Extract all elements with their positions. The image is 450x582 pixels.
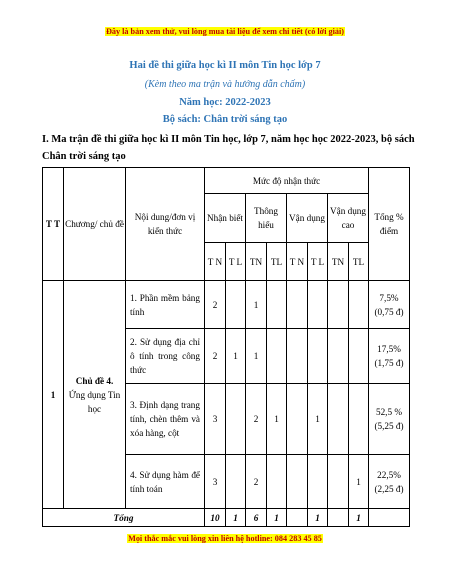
- school-year: Năm học: 2022-2023: [179, 97, 271, 108]
- value-cell: [328, 281, 349, 329]
- chapter-name: Ứng dụng Tin học: [68, 389, 121, 414]
- total-value: 1: [267, 509, 287, 527]
- header-tt: T T: [43, 168, 64, 281]
- total-label: Tổng: [43, 509, 205, 527]
- content-cell: 1. Phần mềm bảng tính: [126, 281, 205, 329]
- total-cell: 22,5% (2,25 đ): [369, 455, 410, 509]
- total-cell: 7,5% (0,75 đ): [369, 281, 410, 329]
- value-cell: [349, 329, 369, 384]
- total-value: [287, 509, 308, 527]
- hotline-text: Mọi thắc mắc vui lòng xin liên hệ hotline: 084 283 45 85: [128, 534, 322, 543]
- subheader-cell: T L: [226, 243, 246, 281]
- value-cell: [308, 329, 328, 384]
- total-value: 6: [246, 509, 267, 527]
- value-cell: 2: [205, 281, 226, 329]
- value-cell: [287, 455, 308, 509]
- total-value: [328, 509, 349, 527]
- value-cell: 1: [349, 455, 369, 509]
- header-cognitive-level: Mức độ nhận thức: [205, 168, 369, 194]
- total-value: 1: [308, 509, 328, 527]
- value-cell: 3: [205, 384, 226, 455]
- value-cell: 2: [246, 384, 267, 455]
- header-content: Nội dung/đơn vị kiến thức: [126, 168, 205, 281]
- subheader-cell: TN: [328, 243, 349, 281]
- value-cell: [226, 281, 246, 329]
- subheader-cell: TN: [246, 243, 267, 281]
- value-cell: [267, 329, 287, 384]
- content-cell: 4. Sử dụng hàm để tính toán: [126, 455, 205, 509]
- value-cell: 1: [267, 384, 287, 455]
- header-chapter: Chương/ chủ đề: [64, 168, 126, 281]
- value-cell: 1: [246, 329, 267, 384]
- row-tt: 1: [43, 281, 64, 509]
- value-cell: 2: [205, 329, 226, 384]
- textbook-series: Bộ sách: Chân trời sáng tạo: [162, 114, 288, 125]
- table-row: [43, 281, 410, 329]
- chapter-title: Chủ đề 4.: [75, 375, 114, 386]
- value-cell: [226, 455, 246, 509]
- value-cell: 1: [246, 281, 267, 329]
- subheader-cell: TL: [349, 243, 369, 281]
- value-cell: 1: [226, 329, 246, 384]
- header-level-recognize: Nhận biết: [205, 194, 246, 243]
- value-cell: [308, 281, 328, 329]
- value-cell: [328, 455, 349, 509]
- subheader-cell: T L: [308, 243, 328, 281]
- preview-notice-banner: [0, 27, 450, 36]
- subheader-cell: T N: [205, 243, 226, 281]
- document-title: Hai đề thi giữa học kì II môn Tin học lớp 7: [129, 60, 321, 71]
- value-cell: [349, 281, 369, 329]
- exam-matrix-table: [42, 167, 410, 527]
- subheader-cell: TL: [267, 243, 287, 281]
- total-value: 1: [349, 509, 369, 527]
- totals-row: [43, 509, 410, 527]
- value-cell: 2: [246, 455, 267, 509]
- chapter-cell: [64, 281, 126, 509]
- total-cell: 52,5 % (5,25 đ): [369, 384, 410, 455]
- value-cell: [267, 281, 287, 329]
- preview-notice-text: Đây là bản xem thử, vui lòng mua tài liệu để xem chi tiết (có lời giải): [105, 27, 344, 36]
- header-level-apply: Vận dụng: [287, 194, 328, 243]
- total-value: [369, 509, 410, 527]
- content-cell: 2. Sử dụng địa chỉ ô tính trong công thức: [126, 329, 205, 384]
- subheader-cell: T N: [287, 243, 308, 281]
- total-cell: 17,5% (1,75 đ): [369, 329, 410, 384]
- header-level-understand: Thông hiểu: [246, 194, 287, 243]
- value-cell: [267, 455, 287, 509]
- value-cell: [287, 384, 308, 455]
- content-cell: 3. Định dạng trang tính, chèn thêm và xóa hàng, cột: [126, 384, 205, 455]
- value-cell: [349, 384, 369, 455]
- value-cell: [328, 384, 349, 455]
- value-cell: [287, 329, 308, 384]
- value-cell: [308, 455, 328, 509]
- value-cell: 3: [205, 455, 226, 509]
- total-value: 10: [205, 509, 226, 527]
- header-level-advanced: Vận dụng cao: [328, 194, 369, 243]
- value-cell: [226, 384, 246, 455]
- document-subtitle: (Kèm theo ma trận và hướng dẫn chấm): [144, 79, 306, 90]
- header-total: Tổng % điểm: [369, 168, 410, 281]
- section-heading: I. Ma trận đề thi giữa học kì II môn Tin học, lớp 7, năm học học 2022-2023, bộ sách Chân trời sáng tạo: [42, 134, 415, 162]
- hotline-banner: [0, 534, 450, 543]
- total-value: 1: [226, 509, 246, 527]
- value-cell: 1: [308, 384, 328, 455]
- value-cell: [328, 329, 349, 384]
- value-cell: [287, 281, 308, 329]
